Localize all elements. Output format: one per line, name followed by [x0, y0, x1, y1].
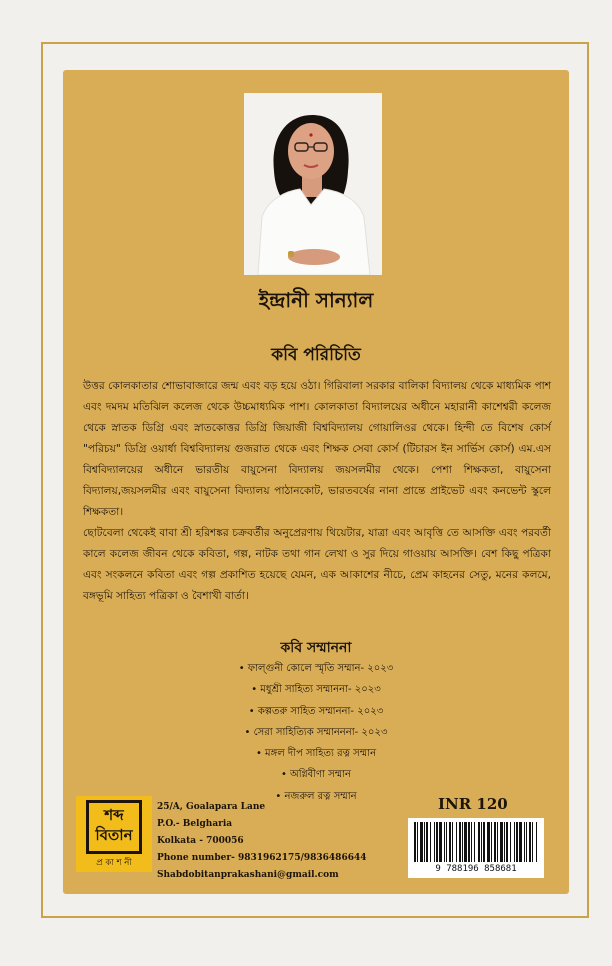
address-line: P.O.- Belgharia	[157, 819, 233, 829]
honor-item: • মঙ্গল দীপ সাহিত্য রত্ন সম্মান	[255, 748, 377, 760]
logo-text-line1: শব্দ	[104, 806, 124, 824]
bio-paragraph: ছোটবেলা থেকেই বাবা শ্রী হরিশঙ্কর চক্রবর্তীর অনুপ্রেরণায় থিয়েটার, যাত্রা এবং আবৃত্তি তে আসক্তি এবং পরবর্তী কালে কলেজ জীবন থেকে কবিতা, গল্প, নাটক তথা গান লেখা ও সুর দিয়ে গাওয়ায় আসক্তি। বেশ কিছু পত্রিকা এবং সংকলনে কবিতা এবং গল্প প্রকাশিত হয়েছে যেমন, এক আকাশের নীচে, প্রেম কাহনের সেতু, মনের কলমে, বঙ্গভূমি সাহিত্য পত্রিকা ও বৈশাখী বার্তা।	[83, 527, 551, 602]
honor-item: • মধুশ্রী সাহিত্য সম্মাননা- ২০২৩	[251, 684, 381, 696]
honor-item: • কল্পতরু সাহিত সম্মাননা- ২০২৩	[248, 705, 384, 717]
address-line: 25/A, Goalapara Lane	[157, 802, 266, 812]
publisher-logo	[76, 796, 152, 872]
author-name: ইন্দ্রানী সান্যাল	[258, 288, 374, 312]
honor-item: • নজরুল রত্ন সম্মান	[275, 790, 357, 802]
honor-item: • অগ্নিবীণা সম্মান	[280, 769, 352, 781]
barcode-bars	[408, 818, 544, 864]
email-address: Shabdobitanprakashani@gmail.com	[157, 870, 339, 880]
honor-item: • সেরা সাহিত্যিক সম্মানননা- ২০২৩	[244, 726, 388, 738]
phone-number: Phone number- 9831962175/9836486644	[157, 853, 367, 863]
author-photo	[244, 93, 382, 275]
logo-text-line3: প্র কা শ নী	[96, 858, 132, 868]
honors-heading: কবি সম্মাননা	[280, 640, 352, 656]
publisher-address	[157, 799, 367, 884]
bio-paragraph: উত্তর কোলকাতার শোভাবাজারে জন্ম এবং বড় হয়ে ওঠা। গিরিবালা সরকার বালিকা বিদ্যালয় থেকে মাধ্যমিক পাশ এবং দমদম মতিঝিল কলেজ থেকে উচ্চমাধ্যমিক পাশ। কোলকাতা বিদ্যালয়ের অধীনে মহারানী কাশেশ্বরী কলেজ থেকে স্নাতক ডিগ্রি এবং স্নাতকোত্তর ডিগ্রি জিয়াজী বিশ্ববিদ্যালয় গোয়ালিওর থেকে। হিন্দী তে বিশেষ কোর্স "পরিচয়" ডিগ্রি ওয়ার্ধা বিশ্ববিদ্যালয় গুজরাত থেকে এবং শিক্ষক সেবা কোর্স (টিচারস ইন সার্ভিস কোর্স) এম.এস বিশ্ববিদ্যালয়ের অধীনে ভারতীয় বায়ুসেনা বিদ্যালয় জয়সলমীর থেকে। পেশা শিক্ষকতা, বায়ুসেনা বিদ্যালয়,জয়সলমীর এবং বায়ুসেনা বিদ্যালয় পাঠানকোট, ভারতবর্ষের নানা প্রান্তে প্রাইভেট এবং কনভেন্ট স্কুলে শিক্ষকতা।	[83, 380, 551, 518]
address-line: Kolkata - 700056	[157, 836, 244, 846]
price-label: INR 120	[438, 795, 508, 813]
logo-text-line2: বিতান	[95, 826, 133, 844]
author-bio	[83, 376, 551, 607]
isbn-number: 9 788196 858681	[435, 864, 517, 874]
honors-list	[63, 658, 569, 807]
isbn-barcode	[408, 818, 544, 878]
bio-heading: কবি পরিচিতি	[271, 345, 361, 365]
honor-item: • ফাল্গুনী কোলে স্মৃতি সম্মান- ২০২৩	[238, 663, 394, 674]
